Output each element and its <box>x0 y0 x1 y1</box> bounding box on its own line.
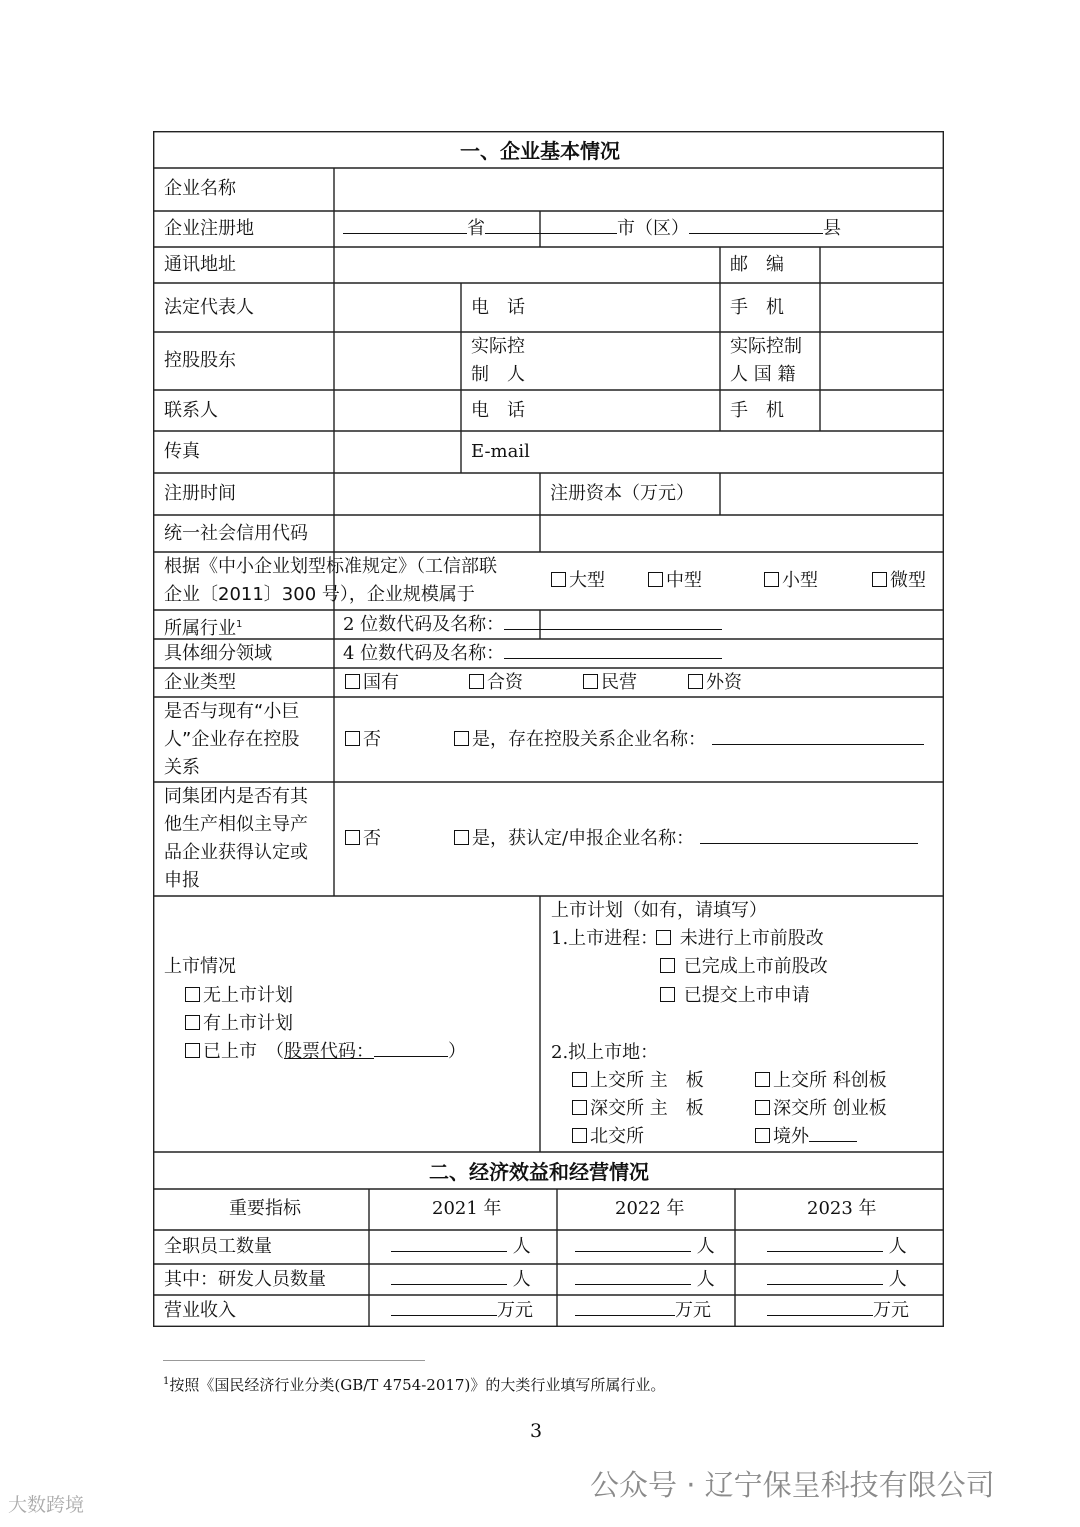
scale-large-option[interactable]: 大型 <box>551 567 605 595</box>
listing-title: 上市情况 <box>164 956 236 977</box>
email-label: E-mail <box>471 441 530 462</box>
legal-rep-mobile-label: 手 机 <box>730 297 784 318</box>
giant-label-1: 是否与现有“小巨 <box>164 701 300 722</box>
venue-bse[interactable]: 北交所 <box>572 1123 644 1151</box>
group-label-2: 他生产相似主导产 <box>164 814 308 835</box>
scale-label-2: 企业〔2011〕300 号），企业规模属于 <box>164 584 475 605</box>
giant-no-option[interactable]: 否 <box>345 726 381 754</box>
year-2022: 2022 年 <box>615 1198 685 1219</box>
year-2023: 2023 年 <box>807 1198 877 1219</box>
checkbox[interactable] <box>656 930 671 945</box>
checkbox[interactable] <box>660 987 675 1002</box>
legal-rep-phone-label: 电 话 <box>471 297 525 318</box>
checkbox[interactable] <box>185 987 200 1002</box>
checkbox[interactable] <box>454 731 469 746</box>
credit-code-label: 统一社会信用代码 <box>164 523 308 544</box>
listing-plan-title: 上市计划（如有，请填写） <box>551 900 767 921</box>
group-label-4: 申报 <box>164 870 200 891</box>
contact-phone-label: 电 话 <box>471 400 525 421</box>
venue-szse-gem[interactable]: 深交所 创业板 <box>755 1095 887 1123</box>
ent-type-private-option[interactable]: 民营 <box>583 669 637 697</box>
city-label: 市（区） <box>617 218 689 239</box>
ent-type-state-option[interactable]: 国有 <box>345 669 399 697</box>
group-label-3: 品企业获得认定或 <box>164 842 308 863</box>
staff-2021-field[interactable]: 人 <box>391 1233 531 1261</box>
postcode-label: 邮 编 <box>730 254 784 275</box>
checkbox[interactable] <box>648 572 663 587</box>
checkbox[interactable] <box>660 958 675 973</box>
listing-progress-label: 1.上市进程： <box>551 928 659 949</box>
ent-type-foreign-option[interactable]: 外资 <box>688 669 742 697</box>
checkbox[interactable] <box>583 674 598 689</box>
checkbox[interactable] <box>755 1100 770 1115</box>
footnote: $^1$按照《国民经济行业分类(GB/T 4754-2017)》的大类行业填写所属行业。 <box>163 1376 666 1394</box>
checkbox[interactable] <box>185 1043 200 1058</box>
checkbox[interactable] <box>755 1128 770 1143</box>
actual-controller-label-1: 实际控 <box>471 336 525 357</box>
revenue-2021-field[interactable]: 万元 <box>391 1297 533 1325</box>
checkbox[interactable] <box>185 1015 200 1030</box>
scale-medium-option[interactable]: 中型 <box>648 567 702 595</box>
actual-controller-label-2: 制 人 <box>471 364 525 385</box>
fax-label: 传真 <box>164 441 200 462</box>
rd-2021-field[interactable]: 人 <box>391 1266 531 1294</box>
row-label-revenue: 营业收入 <box>164 1300 236 1321</box>
reg-time-label: 注册时间 <box>164 483 236 504</box>
page-number: 3 <box>530 1420 543 1442</box>
rd-2023-field[interactable]: 人 <box>767 1266 907 1294</box>
checkbox[interactable] <box>872 572 887 587</box>
listing-listed-option[interactable]: 已上市 （股票代码： ） <box>185 1038 466 1066</box>
indicator-header: 重要指标 <box>229 1198 301 1219</box>
scale-small-option[interactable]: 小型 <box>764 567 818 595</box>
sub-field-label: 具体细分领域 <box>164 643 272 664</box>
scale-label-1: 根据《中小企业划型标准规定》（工信部联 <box>164 556 497 577</box>
progress-option-2[interactable]: 已完成上市前股改 <box>660 953 828 981</box>
county-label: 县 <box>823 218 841 239</box>
row-label-staff: 全职员工数量 <box>164 1236 272 1257</box>
section2-title: 二、经济效益和经营情况 <box>429 1160 649 1184</box>
year-2021: 2021 年 <box>432 1198 502 1219</box>
listing-venue-label: 2.拟上市地： <box>551 1042 659 1063</box>
checkbox[interactable] <box>345 731 360 746</box>
industry-code-field[interactable]: 2 位数代码及名称： <box>343 611 722 639</box>
listing-plan-option[interactable]: 有上市计划 <box>185 1010 293 1038</box>
row-label-rd-staff: 其中：研发人员数量 <box>164 1269 326 1290</box>
giant-yes-option[interactable]: 是，存在控股关系企业名称： <box>454 726 924 754</box>
checkbox[interactable] <box>572 1100 587 1115</box>
checkbox[interactable] <box>454 830 469 845</box>
venue-sse-star[interactable]: 上交所 科创板 <box>755 1067 887 1095</box>
staff-2023-field[interactable]: 人 <box>767 1233 907 1261</box>
controller-nationality-label-2: 人 国 籍 <box>730 364 796 385</box>
checkbox[interactable] <box>469 674 484 689</box>
checkbox[interactable] <box>345 674 360 689</box>
venue-szse-main[interactable]: 深交所 主 板 <box>572 1095 704 1123</box>
giant-label-2: 人”企业存在控股 <box>164 729 300 750</box>
checkbox[interactable] <box>572 1128 587 1143</box>
progress-option-3[interactable]: 已提交上市申请 <box>660 982 810 1010</box>
province-label: 省 <box>467 218 485 239</box>
contact-mobile-label: 手 机 <box>730 400 784 421</box>
staff-2022-field[interactable]: 人 <box>575 1233 715 1261</box>
contact-label: 联系人 <box>164 400 218 421</box>
watermark: 公众号 · 辽宁保呈科技有限公司 <box>590 1468 995 1502</box>
stock-code-label: 股票代码： <box>284 1041 374 1062</box>
application-form <box>153 131 944 1327</box>
checkbox[interactable] <box>345 830 360 845</box>
reg-capital-label: 注册资本（万元） <box>550 483 694 504</box>
watermark-secondary: 大数跨境 <box>8 1494 85 1516</box>
checkbox[interactable] <box>755 1072 770 1087</box>
shareholder-label: 控股股东 <box>164 350 236 371</box>
reg-place-field[interactable] <box>343 215 841 243</box>
progress-option-1[interactable]: 未进行上市前股改 <box>656 925 824 953</box>
checkbox[interactable] <box>688 674 703 689</box>
legal-rep-label: 法定代表人 <box>164 297 254 318</box>
sub-field-code-field[interactable]: 4 位数代码及名称： <box>343 640 722 668</box>
checkbox[interactable] <box>551 572 566 587</box>
group-yes-option[interactable]: 是，获认定/申报企业名称： <box>454 825 918 853</box>
section1-title: 一、企业基本情况 <box>460 139 620 163</box>
ent-type-label: 企业类型 <box>164 672 236 693</box>
revenue-2022-field[interactable]: 万元 <box>575 1297 711 1325</box>
group-no-option[interactable]: 否 <box>345 825 381 853</box>
ent-type-jv-option[interactable]: 合资 <box>469 669 523 697</box>
scale-micro-option[interactable]: 微型 <box>872 567 926 595</box>
listing-none-option[interactable]: 无上市计划 <box>185 982 293 1010</box>
revenue-2023-field[interactable]: 万元 <box>767 1297 909 1325</box>
reg-place-label: 企业注册地 <box>164 218 254 239</box>
controller-nationality-label-1: 实际控制 <box>730 336 802 357</box>
footnote-divider <box>163 1360 425 1361</box>
group-label-1: 同集团内是否有其 <box>164 786 308 807</box>
industry-label: 所属行业$^1$ <box>164 618 243 639</box>
giant-label-3: 关系 <box>164 757 200 778</box>
rd-2022-field[interactable]: 人 <box>575 1266 715 1294</box>
address-label: 通讯地址 <box>164 254 236 275</box>
venue-sse-main[interactable]: 上交所 主 板 <box>572 1067 704 1095</box>
checkbox[interactable] <box>764 572 779 587</box>
checkbox[interactable] <box>572 1072 587 1087</box>
company-name-label: 企业名称 <box>164 178 236 199</box>
venue-overseas[interactable]: 境外 <box>755 1123 857 1151</box>
